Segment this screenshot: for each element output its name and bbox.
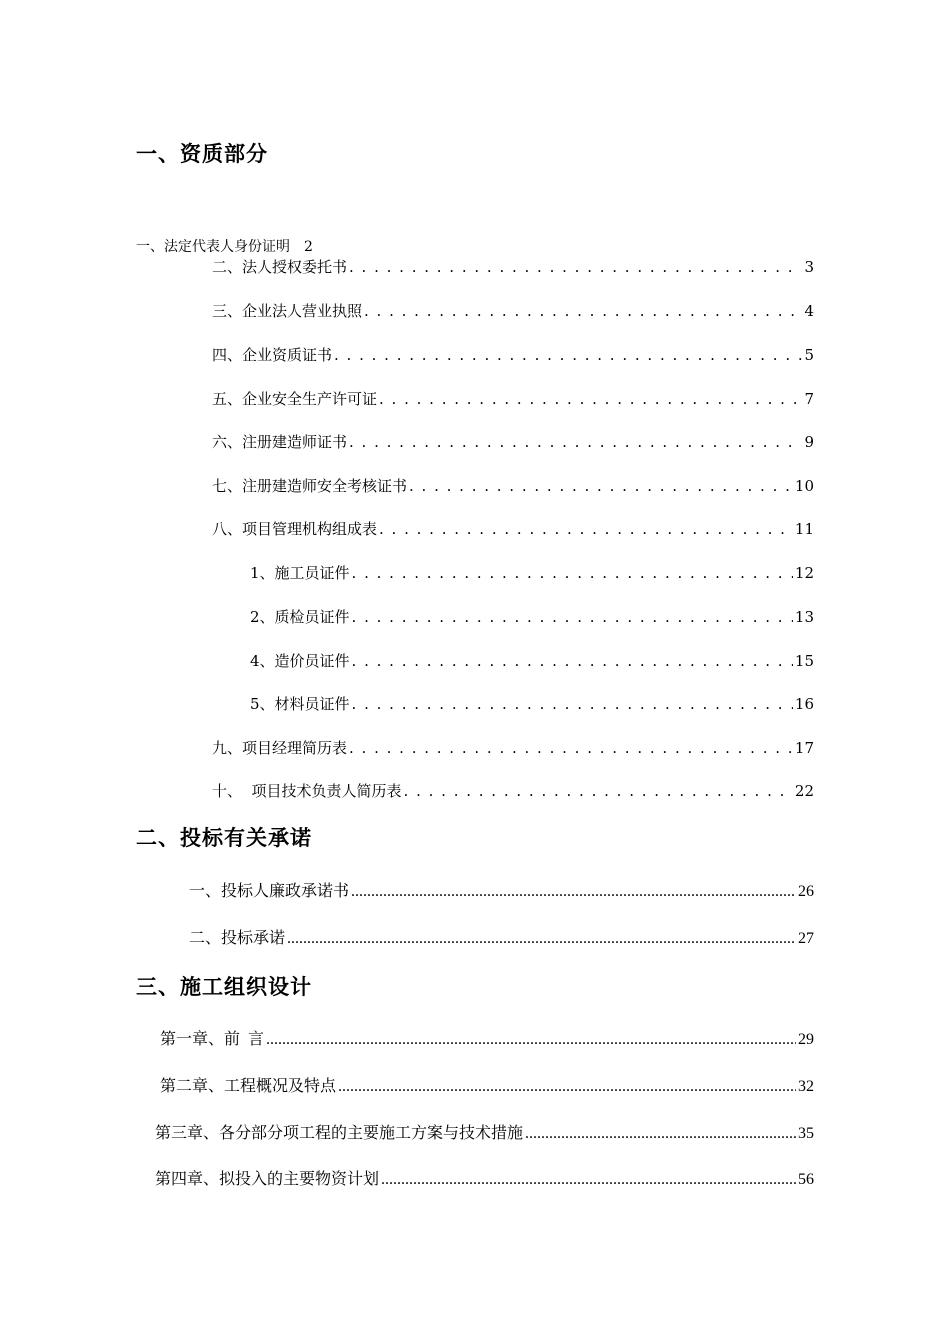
toc-leader: [404, 782, 793, 800]
toc-entry-page: 15: [794, 652, 814, 670]
toc-entry-text: 第四章、拟投入的主要物资计划: [155, 1171, 380, 1188]
toc-entry-text: 六、注册建造师证书: [212, 433, 348, 451]
toc-leader: [381, 1171, 796, 1189]
toc-entry[interactable]: [250, 650, 814, 672]
toc-entry[interactable]: [155, 1166, 814, 1188]
toc-entry-page: 22: [794, 782, 814, 800]
toc-entry[interactable]: [212, 344, 814, 366]
toc-entry-page: 12: [794, 564, 814, 582]
toc-entry-page: 32: [798, 1078, 814, 1095]
toc-entry-legal-rep-id[interactable]: [136, 236, 313, 256]
toc-entry-text: 二、投标承诺: [189, 930, 286, 947]
toc-entry-text: 八、项目管理机构组成表: [212, 520, 378, 538]
section-heading-construction-design: 三、施工组织设计: [136, 975, 312, 999]
toc-entry[interactable]: [160, 1073, 814, 1095]
toc-entry-page: 2: [304, 239, 313, 255]
toc-entry[interactable]: [212, 256, 814, 278]
toc-leader: [349, 258, 802, 276]
toc-entry-text: 五、企业安全生产许可证: [212, 390, 378, 408]
toc-entry[interactable]: [212, 475, 814, 497]
toc-entry-text: 九、项目经理简历表: [212, 739, 348, 757]
toc-entry-text: 三、企业法人营业执照: [212, 302, 363, 320]
toc-entry[interactable]: [250, 693, 814, 715]
toc-leader: [349, 739, 793, 757]
toc-entry-text: 一、法定代表人身份证明: [136, 239, 290, 255]
toc-entry[interactable]: [212, 431, 814, 453]
toc-entry-text: 1、施工员证件: [250, 564, 350, 582]
toc-leader: [409, 477, 793, 495]
section-heading-qualifications: 一、资质部分: [136, 142, 268, 166]
toc-entry[interactable]: [212, 388, 814, 410]
toc-entry[interactable]: [212, 737, 814, 759]
toc-leader: [352, 652, 793, 670]
toc-leader: [352, 608, 793, 626]
toc-entry-text: 二、法人授权委托书: [212, 258, 348, 276]
toc-entry-page: 26: [798, 883, 814, 900]
toc-entry[interactable]: [250, 606, 814, 628]
toc-entry-text: 第一章、前 言: [160, 1031, 265, 1048]
toc-entry-text: 2、质检员证件: [250, 608, 350, 626]
toc-leader: [525, 1125, 796, 1143]
toc-entry-page: 35: [798, 1125, 814, 1142]
toc-entry[interactable]: [160, 1026, 814, 1048]
toc-entry[interactable]: [212, 780, 814, 802]
toc-entry[interactable]: [212, 518, 814, 540]
toc-entry-text: 第三章、各分部分项工程的主要施工方案与技术措施: [155, 1125, 524, 1142]
toc-entry-page: 5: [804, 346, 814, 364]
toc-entry[interactable]: [189, 878, 814, 900]
toc-entry-text: 5、材料员证件: [250, 695, 350, 713]
toc-entry-text: 四、企业资质证书: [212, 346, 333, 364]
toc-entry-page: 29: [798, 1031, 814, 1048]
toc-entry-page: 13: [794, 608, 814, 626]
toc-entry-page: 56: [798, 1171, 814, 1188]
toc-leader: [352, 564, 793, 582]
toc-entry-page: 4: [804, 302, 814, 320]
toc-leader: [379, 390, 802, 408]
toc-entry-text: 七、注册建造师安全考核证书: [212, 477, 408, 495]
toc-entry-page: 11: [794, 520, 814, 538]
toc-entry-text: 4、造价员证件: [250, 652, 350, 670]
toc-entry-text: 一、投标人廉政承诺书: [189, 883, 350, 900]
toc-entry[interactable]: [250, 562, 814, 584]
toc-leader: [379, 520, 793, 538]
toc-entry-page: 9: [804, 433, 814, 451]
toc-entry[interactable]: [189, 925, 814, 947]
toc-leader: [334, 346, 802, 364]
toc-leader: [349, 433, 802, 451]
toc-entry-page: 27: [798, 930, 814, 947]
toc-leader: [338, 1078, 796, 1096]
toc-leader: [352, 695, 793, 713]
toc-leader: [266, 1031, 796, 1049]
toc-entry-page: 10: [794, 477, 814, 495]
toc-entry-text: 第二章、工程概况及特点: [160, 1078, 337, 1095]
toc-entry-page: 7: [804, 390, 814, 408]
toc-entry-page: 3: [804, 258, 814, 276]
toc-leader: [287, 930, 796, 948]
toc-leader: [364, 302, 802, 320]
toc-entry-text: 十、 项目技术负责人简历表: [212, 782, 402, 800]
section-heading-bid-commitments: 二、投标有关承诺: [136, 826, 312, 850]
toc-entry[interactable]: [155, 1120, 814, 1142]
toc-entry[interactable]: [212, 300, 814, 322]
toc-entry-page: 16: [794, 695, 814, 713]
toc-entry-page: 17: [794, 739, 814, 757]
toc-leader: [351, 883, 796, 901]
